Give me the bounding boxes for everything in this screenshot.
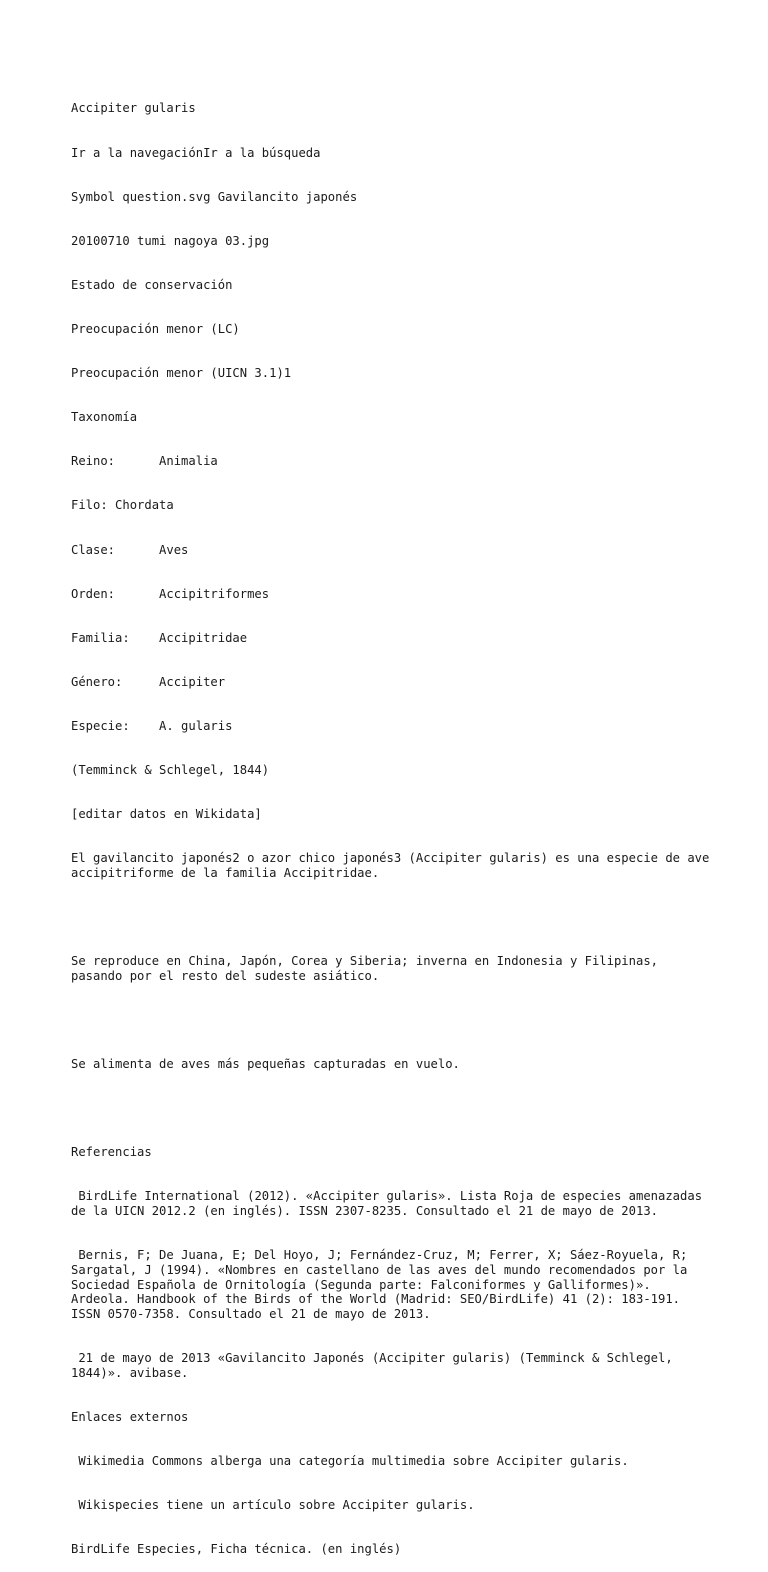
reference-item[interactable]: BirdLife International (2012). «Accipiter gularis». Lista Roja de especies amenazadas de la UICN 2012.2 (en inglés). ISSN 2307-8235. Consultado el 21 de mayo de 2013. <box>71 1189 710 1219</box>
taxonomy-row-orden: Orden: Accipitriformes <box>71 586 270 601</box>
reference-item[interactable]: 21 de mayo de 2013 «Gavilancito Japonés (Accipiter gularis) (Temminck & Schlegel, 1844)». avibase. <box>71 1351 681 1380</box>
edit-wikidata-link[interactable]: [editar datos en Wikidata] <box>71 807 262 822</box>
taxonomy-row-familia: Familia: Accipitridae <box>71 630 248 645</box>
external-link-wikispecies[interactable]: Wikispecies tiene un artículo sobre Accipiter gularis. <box>71 1498 475 1513</box>
range-paragraph: Se reproduce en China, Japón, Corea y Siberia; inverna en Indonesia y Filipinas, pasando por el resto del sudeste asiático. <box>71 954 666 983</box>
navigation-links[interactable]: Ir a la navegaciónIr a la búsqueda <box>71 145 321 160</box>
image-caption: Symbol question.svg Gavilancito japonés <box>71 189 358 204</box>
diet-paragraph: Se alimenta de aves más pequeñas capturadas en vuelo. <box>71 1057 460 1072</box>
taxonomy-row-filo: Filo: Chordata <box>71 498 174 513</box>
page-title: Accipiter gularis <box>71 101 196 116</box>
image-file-name[interactable]: 20100710 tumi nagoya 03.jpg <box>71 233 270 248</box>
taxonomy-row-especie: Especie: A. gularis <box>71 718 233 733</box>
taxonomy-row-clase: Clase: Aves <box>71 542 189 557</box>
paragraph-gap <box>71 1101 711 1116</box>
external-links-heading: Enlaces externos <box>71 1409 189 1424</box>
paragraph-gap <box>71 910 711 925</box>
external-link-birdlife[interactable]: BirdLife Especies, Ficha técnica. (en inglés) <box>71 1542 402 1557</box>
references-heading: Referencias <box>71 1145 152 1160</box>
conservation-status: Preocupación menor (LC) <box>71 321 240 336</box>
conservation-status-source: Preocupación menor (UICN 3.1)1 <box>71 366 292 381</box>
conservation-heading: Estado de conservación <box>71 277 233 292</box>
reference-item[interactable]: Bernis, F; De Juana, E; Del Hoyo, J; Fernández-Cruz, M; Ferrer, X; Sáez-Royuela, R; Sargatal, J (1994). «Nombres en castellano de las aves del mundo recomendados por la Sociedad Española de Ornitología (Segunda parte: Falconiformes y Galliformes)». Ardeola. Handbook of the Birds of the World (Madrid: SEO/BirdLife) 41 (2): 183-191. ISSN 0570-7358. Consultado el 21 de mayo de 2013. <box>71 1248 695 1322</box>
taxonomy-heading: Taxonomía <box>71 410 138 425</box>
taxonomy-row-genero: Género: Accipiter <box>71 674 226 689</box>
document-page <box>71 72 717 1572</box>
intro-paragraph: El gavilancito japonés2 o azor chico japonés3 (Accipiter gularis) es una especie de ave accipitriforme de la familia Accipitridae. <box>71 851 717 880</box>
taxonomy-authority: (Temminck & Schlegel, 1844) <box>71 763 270 778</box>
paragraph-gap <box>71 1013 711 1028</box>
taxonomy-row-reino: Reino: Animalia <box>71 454 218 469</box>
external-link-commons[interactable]: Wikimedia Commons alberga una categoría multimedia sobre Accipiter gularis. <box>71 1454 629 1469</box>
